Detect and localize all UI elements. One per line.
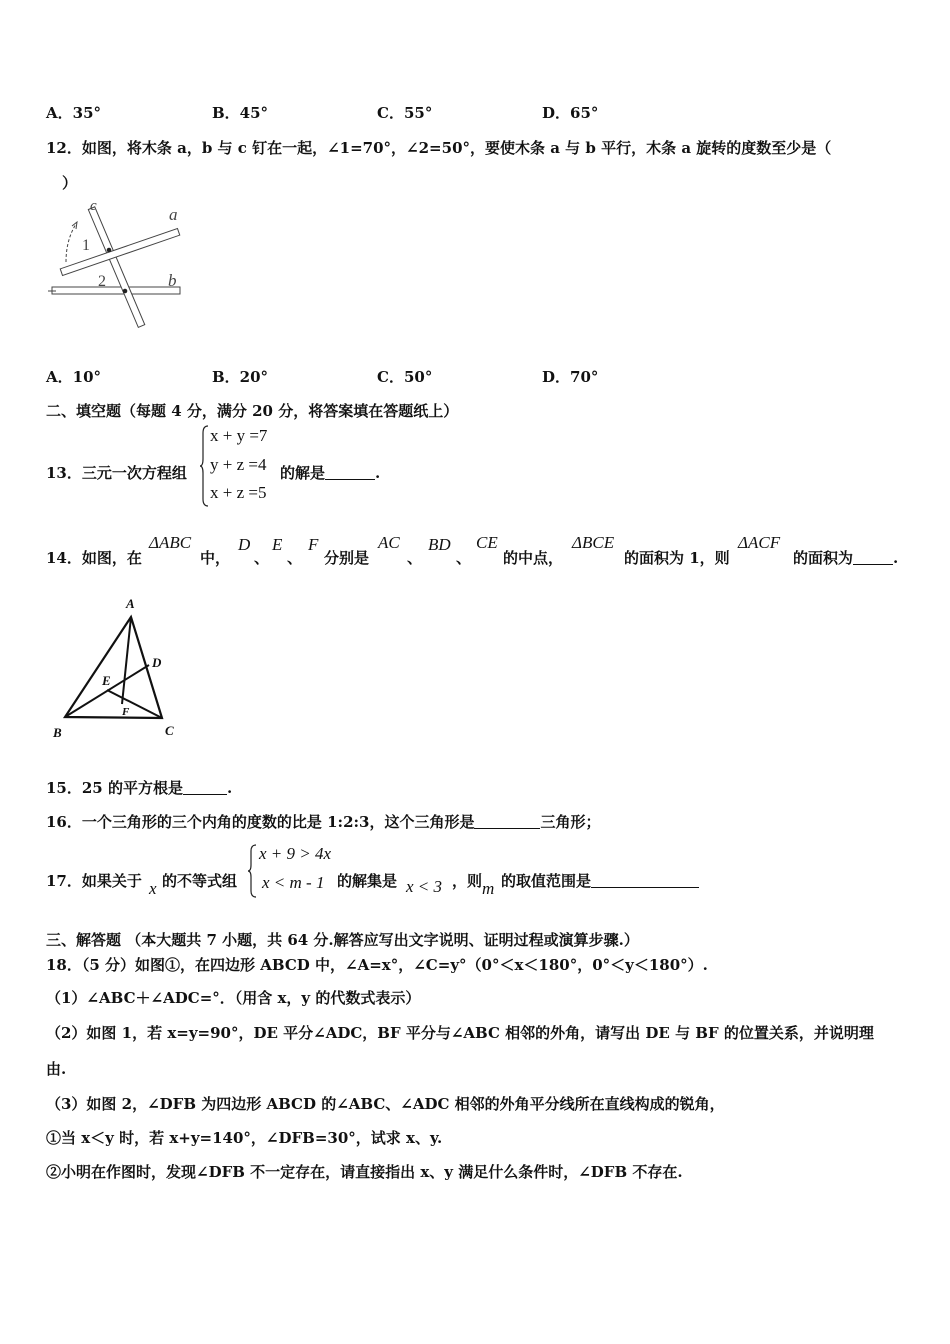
- q17-range: 的取值范围是: [501, 870, 699, 891]
- q14-d: D: [238, 535, 251, 554]
- q14-zhong: 中，: [200, 549, 231, 567]
- q12-option-a: A．10°: [46, 368, 102, 386]
- q17-xlt3: x < 3: [406, 877, 443, 896]
- q12-label-2: 2: [98, 273, 106, 290]
- q11-option-a: A．35°: [46, 104, 102, 122]
- q12-option-c: C．50°: [377, 368, 433, 386]
- q14-label-a: A: [126, 596, 135, 611]
- q12-stem-close: ）: [62, 174, 78, 192]
- section2-heading: 二、填空题（每题 4 分，满分 20 分，将答案填在答题纸上）: [46, 402, 459, 420]
- q14-num: 14．如图，在: [46, 549, 142, 567]
- q18-line7: ②小明在作图时，发现∠DFB 不一定存在，请直接指出 x、y 满足什么条件时，∠DFB 不存在.: [46, 1163, 683, 1181]
- q14-bce: ΔBCE: [572, 533, 615, 552]
- q17-ineq1: x + 9 > 4x: [259, 844, 332, 863]
- q15-line: 15．25 的平方根是 .: [46, 779, 233, 797]
- q17-x: x: [149, 879, 157, 898]
- q17-then: ，则: [452, 872, 483, 890]
- q14-abc: ΔABC: [149, 533, 192, 552]
- q17-prefix: 17．如果关于: [46, 872, 142, 890]
- q17-ineq2: x < m - 1: [262, 873, 325, 892]
- q14-fenbie: 分别是: [324, 549, 370, 567]
- q11-option-d: D．65°: [542, 104, 599, 122]
- q18-line3: （2）如图 1，若 x=y=90°，DE 平分∠ADC，BF 平分与∠ABC 相邻的外角，请写出 DE 与 BF 的位置关系，并说明理: [46, 1024, 874, 1042]
- q12-label-c: c: [90, 200, 97, 214]
- q14-bd: BD: [428, 535, 451, 554]
- q14-label-f: F: [122, 706, 130, 718]
- q14-area1: 的面积为 1，则: [624, 549, 730, 567]
- q14-midpoint: 的中点，: [503, 549, 564, 567]
- q14-label-e: E: [102, 673, 111, 688]
- q14-f: F: [308, 535, 319, 554]
- q12-label-a: a: [169, 205, 178, 224]
- q14-sep2: 、: [287, 549, 303, 567]
- q14-sep3: 、: [407, 549, 423, 567]
- q17-mid: 的不等式组: [162, 872, 238, 890]
- q18-line4: 由.: [46, 1060, 67, 1078]
- q13-answer-blank[interactable]: [325, 465, 375, 480]
- q12-figure: [44, 200, 194, 335]
- q12-label-1: 1: [82, 237, 90, 254]
- q13-eq3: x + z =5: [210, 483, 267, 502]
- q14-area2: 的面积为 .: [793, 549, 899, 567]
- q14-acf: ΔACF: [738, 533, 781, 552]
- q18-line5: （3）如图 2，∠DFB 为四边形 ABCD 的∠ABC、∠ADC 相邻的外角平分线所在直线构成的锐角，: [46, 1095, 725, 1113]
- section3-heading: 三、解答题 （本大题共 7 小题，共 64 分.解答应写出文字说明、证明过程或演算步骤.）: [46, 931, 639, 949]
- q18-line6: ①当 x＜y 时，若 x+y=140°，∠DFB=30°，试求 x、y.: [46, 1129, 443, 1147]
- q14-ac: AC: [378, 533, 400, 552]
- q16-answer-blank[interactable]: [474, 814, 540, 829]
- q14-label-c: C: [165, 723, 174, 738]
- q17-sol: 的解集是: [337, 872, 398, 890]
- q14-figure: [48, 592, 188, 742]
- q17-answer-blank[interactable]: [591, 873, 699, 888]
- q12-option-b: B．20°: [212, 368, 269, 386]
- q12-stem: 12．如图，将木条 a，b 与 c 钉在一起，∠1=70°，∠2=50°，要使木条 a 与 b 平行，木条 a 旋转的度数至少是（: [46, 139, 832, 157]
- q14-sep1: 、: [254, 549, 270, 567]
- q18-line2: （1）∠ABC＋∠ADC=°．（用含 x，y 的代数式表示）: [46, 989, 421, 1007]
- q13-eq1: x + y =7: [210, 426, 268, 445]
- q16-line: 16．一个三角形的三个内角的度数的比是 1:2:3，这个三角形是 三角形；: [46, 813, 601, 831]
- q11-option-c: C．55°: [377, 104, 433, 122]
- q12-option-d: D．70°: [542, 368, 599, 386]
- q18-line1: 18．（5 分）如图①，在四边形 ABCD 中，∠A=x°，∠C=y°（0°＜x＜180°，0°＜y＜180°）.: [46, 956, 708, 974]
- q14-label-b: B: [53, 725, 62, 740]
- q14-label-d: D: [152, 655, 162, 670]
- q17-brace: [247, 844, 257, 898]
- q11-option-b: B．45°: [212, 104, 269, 122]
- q17-m: m: [482, 879, 495, 898]
- q13-suffix: 的解是 .: [280, 464, 381, 482]
- q15-answer-blank[interactable]: [183, 780, 227, 795]
- q14-ce: CE: [476, 533, 498, 552]
- q13-eq2: y + z =4: [210, 455, 267, 474]
- q14-sep4: 、: [456, 549, 472, 567]
- q14-e: E: [272, 535, 283, 554]
- q13-prefix: 13．三元一次方程组: [46, 464, 187, 482]
- q12-label-b: b: [168, 271, 177, 290]
- q13-brace: [199, 425, 209, 507]
- q14-answer-blank[interactable]: [853, 550, 893, 565]
- q13-system: [210, 425, 285, 507]
